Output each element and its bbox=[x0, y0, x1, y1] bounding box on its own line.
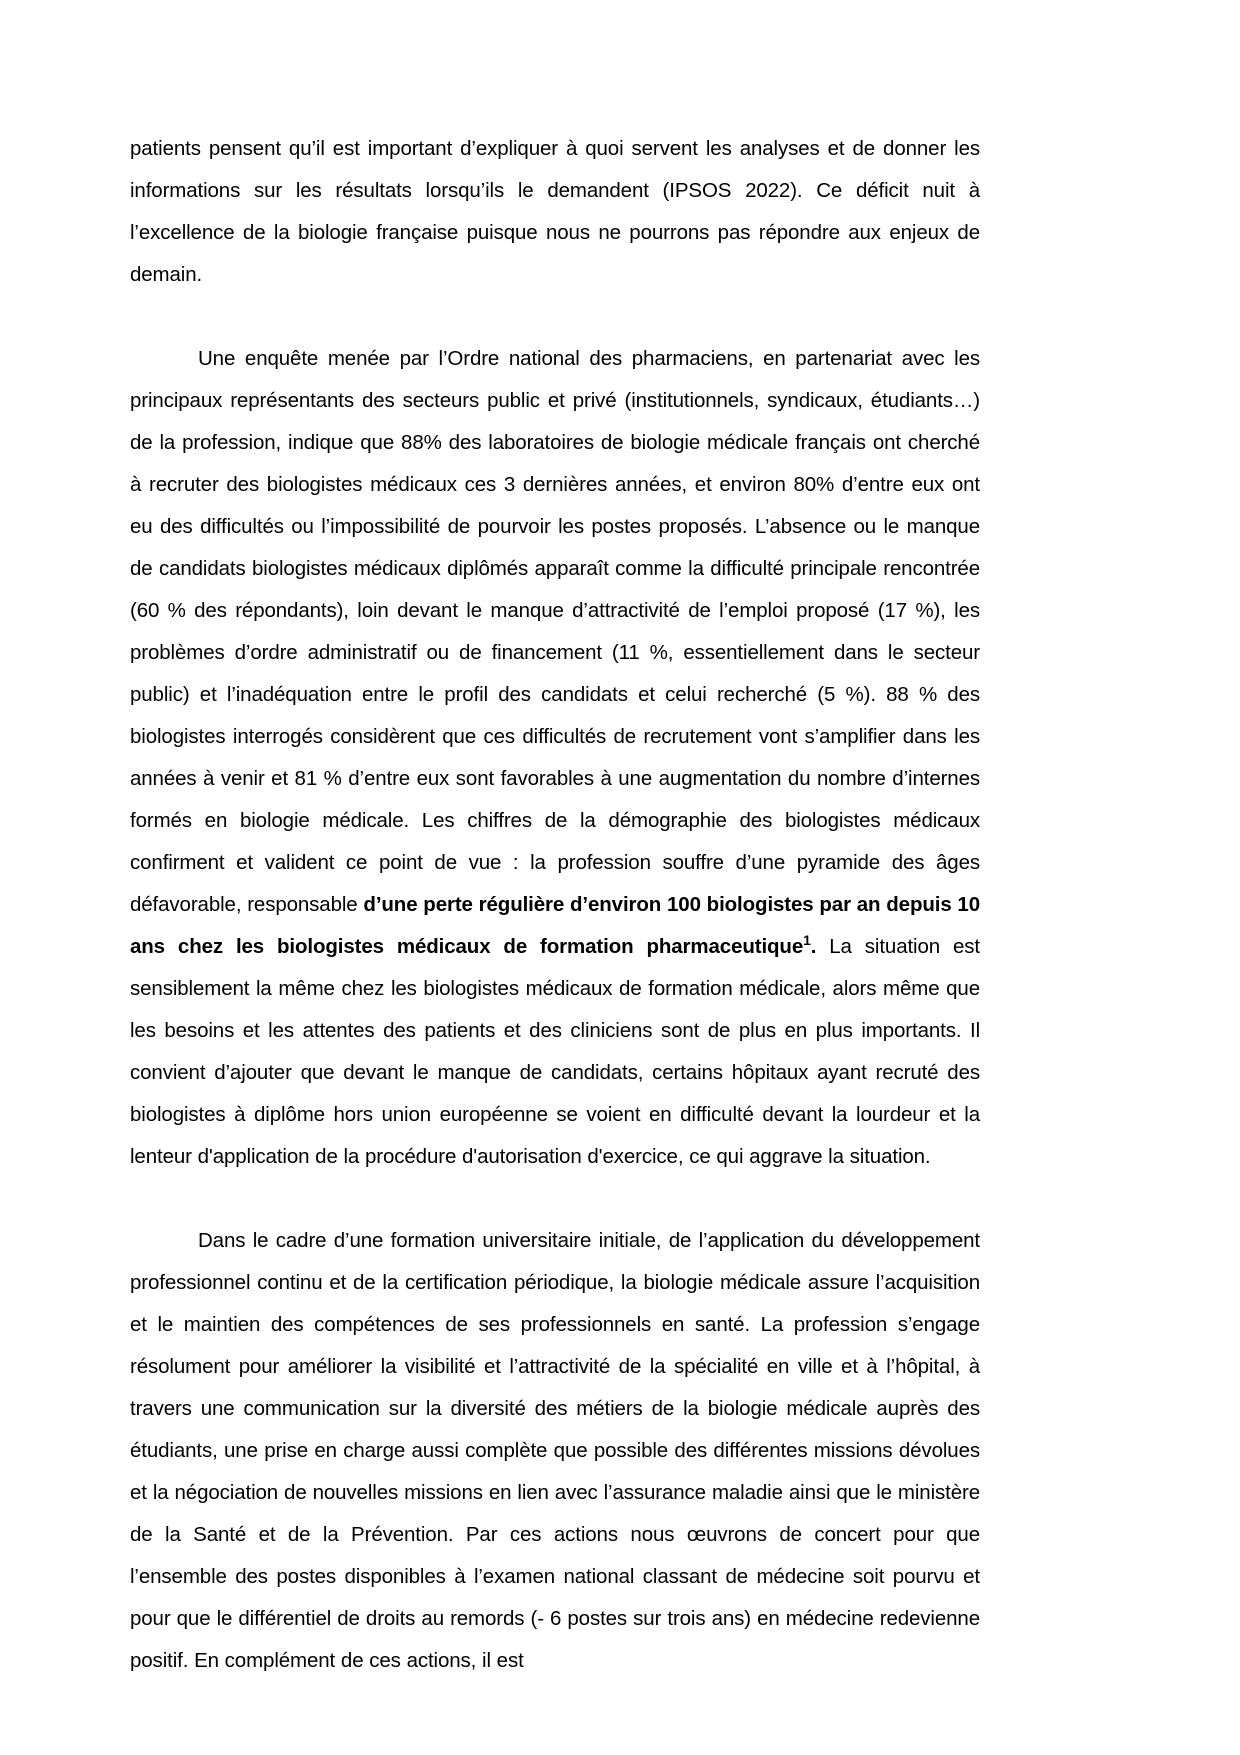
paragraph-2-bold-period: . bbox=[810, 935, 817, 958]
paragraph-1 bbox=[130, 128, 980, 296]
paragraph-1-text: patients pensent qu’il est important d’expliquer à quoi servent les analyses et de donner les informations sur les résultats lorsqu’ils le demandent (IPSOS 2022). Ce déficit nuit à l’excellence de la biologie française puisque nous ne pourrons pas répondre aux enjeux de demain. bbox=[130, 137, 980, 286]
paragraph-spacer-2 bbox=[130, 1178, 980, 1220]
paragraph-3 bbox=[130, 1220, 980, 1682]
paragraph-2-bold-emphasis: d’une perte régulière d’environ 100 biologistes par an depuis 10 ans chez les biologistes médicaux de formation pharmaceutique bbox=[130, 893, 980, 958]
paragraph-2 bbox=[130, 338, 980, 1178]
paragraph-spacer-1 bbox=[130, 296, 980, 338]
text-column bbox=[130, 128, 980, 1682]
paragraph-3-text: Dans le cadre d’une formation universitaire initiale, de l’application du développement professionnel continu et de la certification périodique, la biologie médicale assure l’acquisition et le maintien des compétences de ses professionnels en santé. La profession s’engage résolument pour améliorer la visibilité et l’attractivité de la spécialité en ville et à l’hôpital, à travers une communication sur la diversité des métiers de la biologie médicale auprès des étudiants, une prise en charge aussi complète que possible des différentes missions dévolues et la négociation de nouvelles missions en lien avec l’assurance maladie ainsi que le ministère de la Santé et de la Prévention. Par ces actions nous œuvrons de concert pour que l’ensemble des postes disponibles à l’examen national classant de médecine soit pourvu et pour que le différentiel de droits au remords (- 6 postes sur trois ans) en médecine redevienne positif. En complément de ces actions, il est bbox=[130, 1229, 980, 1672]
paragraph-2-text-part-2: La situation est sensiblement la même chez les biologistes médicaux de formation médicale, alors même que les besoins et les attentes des patients et des cliniciens sont de plus en plus importants. Il convient d’ajouter que devant le manque de candidats, certains hôpitaux ayant recruté des biologistes à diplôme hors union européenne se voient en difficulté devant la lourdeur et la lenteur d'application de la procédure d'autorisation d'exercice, ce qui aggrave la situation. bbox=[130, 935, 980, 1168]
paragraph-2-text-part-1: Une enquête menée par l’Ordre national des pharmaciens, en partenariat avec les principaux représentants des secteurs public et privé (institutionnels, syndicaux, étudiants…) de la profession, indique que 88% des laboratoires de biologie médicale français ont cherché à recruter des biologistes médicaux ces 3 dernières années, et environ 80% d’entre eux ont eu des difficultés ou l’impossibilité de pourvoir les postes proposés. L’absence ou le manque de candidats biologistes médicaux diplômés apparaît comme la difficulté principale rencontrée (60 % des répondants), loin devant le manque d’attractivité de l’emploi proposé (17 %), les problèmes d’ordre administratif ou de financement (11 %, essentiellement dans le secteur public) et l’inadéquation entre le profil des candidats et celui recherché (5 %). 88 % des biologistes interrogés considèrent que ces difficultés de recrutement vont s’amplifier dans les années à venir et 81 % d’entre eux sont favorables à une augmentation du nombre d’internes formés en biologie médicale. Les chiffres de la démographie des biologistes médicaux confirment et valident ce point de vue : la profession souffre d’une pyramide des âges défavorable, responsable bbox=[130, 347, 980, 916]
footnote-reference-marker: 1 bbox=[803, 932, 811, 949]
